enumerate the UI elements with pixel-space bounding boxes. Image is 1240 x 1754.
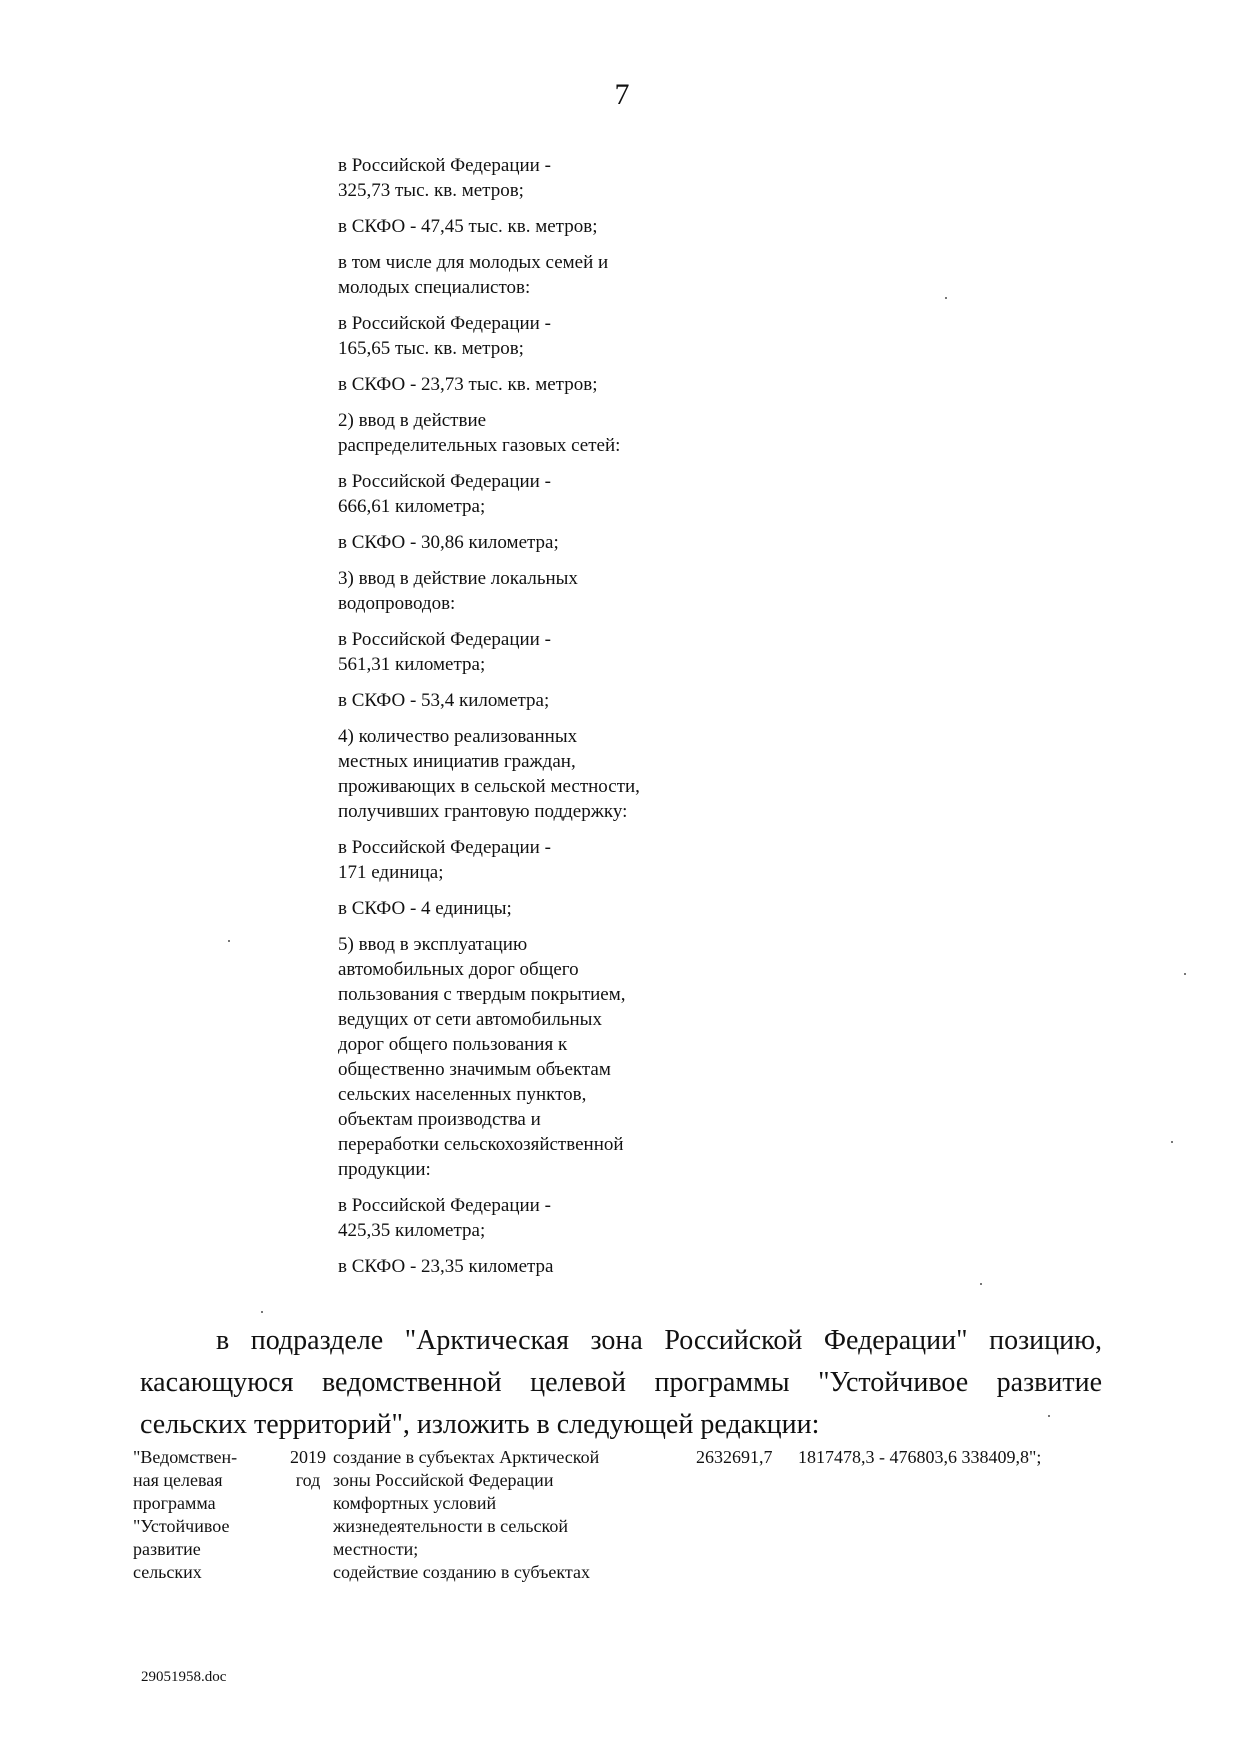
- scan-speck: [261, 1311, 263, 1313]
- list-item: в Российской Федерации - 165,65 тыс. кв. метров;: [338, 313, 551, 359]
- list-item: в СКФО - 23,73 тыс. кв. метров;: [338, 374, 598, 395]
- list-item: в Российской Федерации - 325,73 тыс. кв. метров;: [338, 155, 551, 201]
- list-item: 4) количество реализованных местных инициатив граждан, проживающих в сельской местности, получивших грантовую поддержку:: [338, 726, 640, 822]
- file-name-footer: 29051958.doc: [141, 1669, 227, 1685]
- year-cell: 2019 год: [290, 1447, 326, 1490]
- page-number: 7: [614, 78, 630, 111]
- list-item: в СКФО - 23,35 километра: [338, 1256, 554, 1277]
- list-item: в СКФО - 53,4 километра;: [338, 690, 550, 711]
- list-item: в Российской Федерации - 666,61 километра;: [338, 471, 551, 517]
- list-item: в Российской Федерации - 425,35 километра;: [338, 1195, 551, 1241]
- list-item: в Российской Федерации - 561,31 километра;: [338, 629, 551, 675]
- main-paragraph: в подразделе "Арктическая зона Российской Федерации" позицию, касающуюся ведомственной целевой программы "Устойчивое развитие сельских территорий", изложить в следующей редакции:: [140, 1325, 1102, 1440]
- scan-speck: [980, 1283, 982, 1285]
- scan-speck: [945, 297, 947, 299]
- list-item: в СКФО - 30,86 километра;: [338, 532, 559, 553]
- list-item: 2) ввод в действие распределительных газовых сетей:: [338, 410, 621, 456]
- list-item: 5) ввод в эксплуатацию автомобильных дорог общего пользования с твердым покрытием, ведущих от сети автомобильных дорог общего пользования к общественно значимым объектам сельских населенных пунктов, объектам производства и переработки сельскохозяйственной продукции:: [338, 934, 626, 1180]
- description-cell: создание в субъектах Арктической зоны Российской Федерации комфортных условий жизнедеятельности в сельской местности; содействие созданию в субъектах: [333, 1447, 600, 1582]
- scan-speck: [1048, 1415, 1050, 1417]
- value-rest-cell: 1817478,3 - 476803,6 338409,8";: [798, 1447, 1042, 1467]
- scan-speck: [228, 940, 230, 942]
- list-item: в СКФО - 4 единицы;: [338, 898, 512, 919]
- list-item: в том числе для молодых семей и молодых специалистов:: [338, 252, 609, 298]
- value-total-cell: 2632691,7: [696, 1447, 773, 1467]
- scan-speck: [1171, 1141, 1173, 1143]
- list-item: в СКФО - 47,45 тыс. кв. метров;: [338, 216, 598, 237]
- program-name-cell: "Ведомствен- ная целевая программа "Устойчивое развитие сельских: [133, 1447, 238, 1582]
- list-item: 3) ввод в действие локальных водопроводов:: [338, 568, 578, 614]
- indicator-list: [338, 153, 718, 1290]
- scan-speck: [1184, 973, 1186, 975]
- list-item: в Российской Федерации - 171 единица;: [338, 837, 551, 883]
